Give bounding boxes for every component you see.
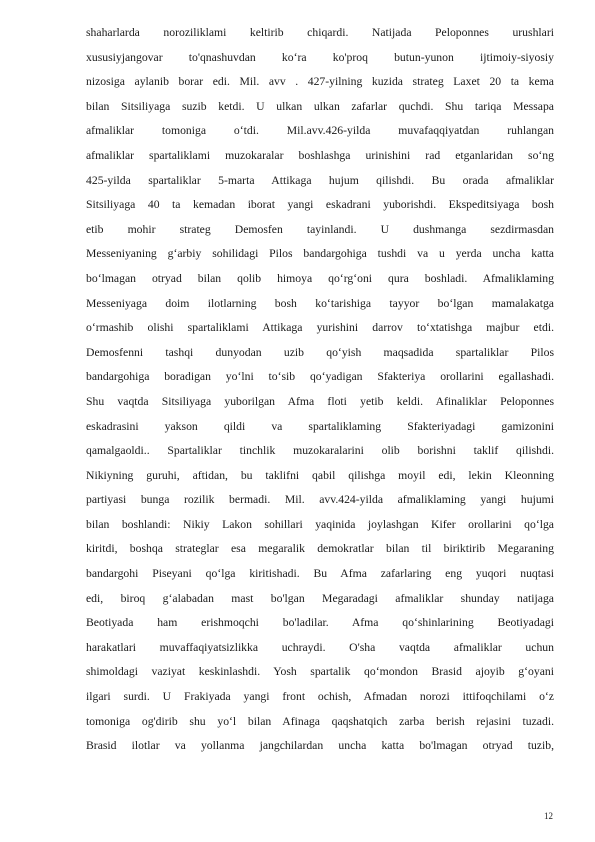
text-line: qamalgaoldi.. Spartaliklar tinchlik muzokaralarini olib borishni taklif qilishdi. (86, 444, 554, 458)
text-line: ilgari surdi. U Frakiyada yangi front ochish, Afmadan norozi ittifoqchilami o‘z (86, 690, 554, 704)
text-line: Shu vaqtda Sitsiliyaga yuborilgan Afma floti yetib keldi. Afinaliklar Peloponnes (86, 394, 554, 408)
text-line: kiritdi, boshqa strateglar esa megaralik demokratlar bilan til biriktirib Megaraning (86, 542, 554, 556)
text-line: shaharlarda noroziliklаmi keltirib chiqardi. Natijada Peloponnes urushlari (86, 26, 554, 39)
text-line: harakatlari muvaffaqiyatsizlikka uchraydi. O'sha vaqtda afmaliklar uchun (86, 640, 554, 654)
text-line: Messeniyaning g‘arbiy sohilidagi Pilos bandargohiga tushdi va u yerda uncha katta (86, 247, 554, 261)
text-line: xususiyjangovar to'qnashuvdan ko‘ra ko'proq butun-yunon ijtimoiy-siyosiy (86, 50, 554, 64)
text-line: shimoldagi vaziyat keskinlashdi. Yosh spartalik qo‘mondon Brasid ajoyib g‘oyani (86, 665, 554, 679)
text-line: bilan boshlandi: Nikiy Lakon sohillari yaqinida joylashgan Kifer orollarini qo‘lga (86, 517, 554, 531)
text-line: bandargohi Piseyani qo‘lga kiritishadi. Bu Afma zafarlaring eng yuqori nuqtasi (86, 567, 554, 581)
text-line: bandargohiga boradigan yo‘lni to‘sib qo‘yadigan Sfakteriya orollarini egallashadi. (86, 370, 554, 384)
text-line: 425-yilda spartaliklar 5-marta Attikaga hujum qilishdi. Bu orada afmaliklar (86, 173, 554, 187)
text-line: Beotiyada ham erishmoqchi bo'ladilar. Afma qo‘shinlarining Beotiyadagi (86, 616, 554, 630)
text-line: afmaliklar tomoniga o‘tdi. Mil.avv.426-yilda muvafaqqiyatdan ruhlangan (86, 124, 554, 138)
text-line: etib mohir strateg Demosfen tayinlandi. U dushmanga sezdirmasdan (86, 222, 554, 236)
text-line: partiyasi bunga rozilik bermadi. Mil. avv.424-yilda afmaliklaming yangi hujumi (86, 493, 554, 507)
text-line: bilan Sitsiliyaga suzib ketdi. U ulkan ulkan zafarlar quchdi. Shu tariqa Messapa (86, 99, 554, 113)
text-line: Sitsiliyaga 40 ta kemadan iborat yangi eskadrani yuborishdi. Ekspeditsiyaga bosh (86, 198, 554, 212)
text-line: o‘rmashib olishi spartaliklami Attikaga yurishini darrov to‘xtatishga majbur etdi. (86, 321, 554, 335)
text-line: edi, biroq g‘alabadan mast bo'lgan Megaradagi afmaliklar shunday natijaga (86, 591, 554, 605)
text-line: tomoniga og'dirib shu yo‘l bilan Afinaga qaqshatqich zarba berish rejasini tuzadi. (86, 714, 554, 728)
text-line: Brasid ilotlar va yollanma jangchilardan uncha katta bo'lmagan otryad tuzib, (86, 739, 554, 753)
text-line: Messeniyaga doim ilotlarning bosh ko‘tarishiga tayyor bo‘lgan mamalakatga (86, 296, 554, 310)
page-number: 12 (544, 811, 553, 821)
text-line: bo‘lmagan otryad bilan qolib himoya qo‘rg‘oni qura boshladi. Afmaliklaming (86, 271, 554, 285)
text-line: Demosfenni tashqi dunyodan uzib qo‘yish maqsadida spartaliklar Pilos (86, 345, 554, 359)
body-text (86, 21, 554, 759)
text-line: eskadrasini yakson qildi va spartaliklaming Sfakteriyadagi gamizonini (86, 419, 554, 433)
text-line: Nikiyning guruhi, aftidan, bu taklifni qabil qilishga moyil edi, lekin Kleonning (86, 468, 554, 482)
text-line: nizosiga aylanib borar edi. Mil. avv . 427-yilning kuzida strateg Laxet 20 ta kema (86, 75, 554, 89)
text-line: afmaliklar spartaliklami muzokaralar boshlashga urinishini rad etganlaridan so‘ng (86, 148, 554, 162)
